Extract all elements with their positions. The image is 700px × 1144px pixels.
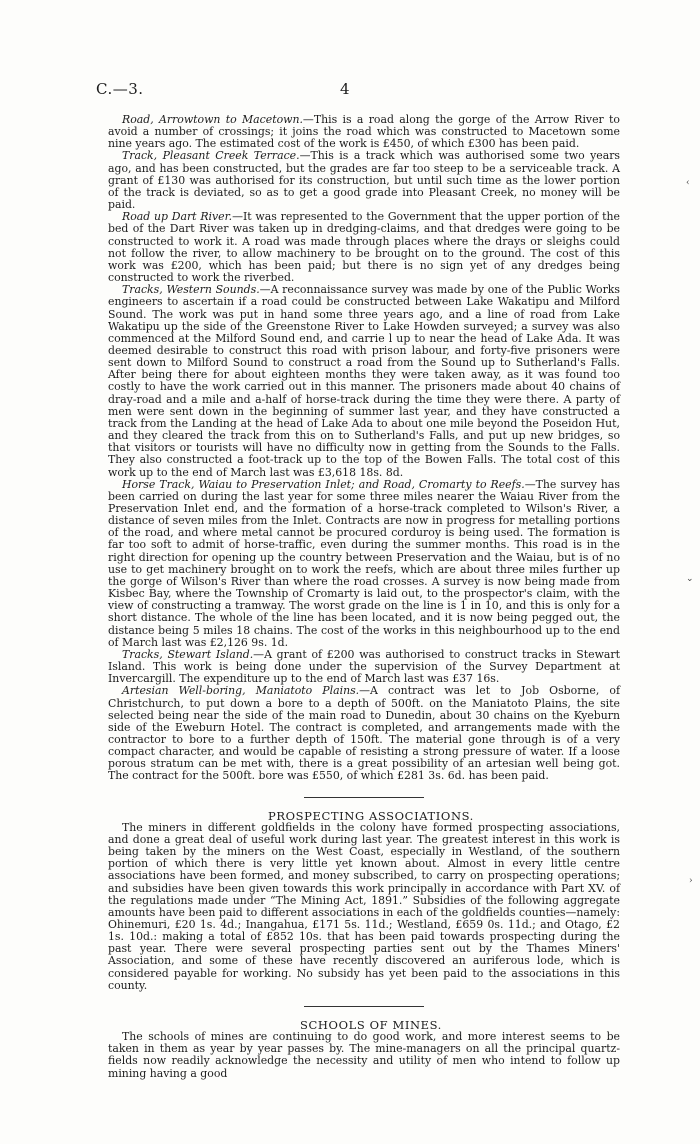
prospecting-paragraph: The miners in different goldfields in the colony have formed prospecting associations, and done a great deal of useful work during last year. The greatest interest in this work is being taken by the miners on the West Coast, especially in Westland, of the southern portion of which there is very little yet known about. Almost in every little centre associations have been formed, and money subscribed, to carry on prospecting operations; and subsidies have been given towards this work principally in accordance with Part XV. of the regulations made under “The Mining Act, 1891.” Subsidies of the following aggregate amounts have been paid to different associations in each of the goldfields counties—namely: Ohinemuri, £20 1s. 4d.; Inangahua, £171 5s. 11d.; Westland, £659 0s. 11d.; and Otago, £2 1s. 10d.: making a total of £852 10s. that has been paid towards prospecting during the past year. There were several prospecting parties sent out by the Thames Miners' Association, and some of these have recently discovered an auriferous lode, which is considered payable for working. No subsidy has yet been paid to the associations in this county.	[108, 820, 620, 992]
paragraph-pleasant-creek	[108, 150, 620, 211]
paragraph-title: Road up Dart River.	[122, 210, 233, 224]
margin-mark-icon: ⌄	[686, 574, 694, 584]
paragraph-title: Tracks, Stewart Island.	[122, 647, 254, 661]
paragraph-title: Tracks, Western Sounds.	[122, 283, 260, 297]
paragraph-title: Road, Arrowtown to Macetown.	[122, 113, 303, 126]
paragraph-waiau	[108, 479, 620, 649]
margin-mark-icon: ‹	[686, 178, 690, 188]
paragraph-title: Horse Track, Waiau to Preservation Inlet; and Road, Cromarty to Reefs.	[122, 477, 525, 491]
paragraph-text: —A grant of £200 was authorised to construct tracks in Stewart Island. This work is being done under the supervision of the Survey Department at Invercargill. The expenditure up to the end of March last was £37 16s.	[108, 647, 620, 686]
paragraph-dart-river	[108, 211, 620, 284]
schools-heading: SCHOOLS OF MINES.	[300, 1017, 442, 1032]
paragraph-text: —The survey has been carried on during the last year for some three miles nearer the Waiau River from the Preservation Inlet end, and the formation of a horse-track completed to Wilson's River, a distance of seven miles from the Inlet. Contracts are now in progress for metalling portions of the road, and where metal cannot be procured corduroy is being used. The formation is far too soft to admit of horse-traffic, even during the summer months. This road is in the right direction for opening up the country between Preservation and the Waiau, but is of no use to get machinery brought on to work the reefs, which are about three miles further up the gorge of Wilson's River than where the road crosses. A survey is now being made from Kisbec Bay, where the Township of Cromarty is laid out, to the prospector's claim, with the view of constructing a tramway. The worst grade on the line is 1 in 10, and this is only for a short distance. The whole of the line has been located, and it is now being pegged out, the distance being 5 miles 18 chains. The cost of the works in this neighbourhood up to the end of March last was £2,126 9s. 1d.	[108, 477, 620, 649]
page-header	[96, 80, 616, 104]
section-divider	[304, 797, 424, 798]
paragraph-title: Track, Pleasant Creek Terrace.	[122, 149, 300, 163]
margin-mark-icon: ›	[689, 876, 693, 886]
paragraph-arrowtown	[108, 114, 620, 150]
paragraph-text: —A contract was let to Job Osborne, of Christchurch, to put down a bore to a depth of 500ft. on the Maniatoto Plains, the site selected being near the side of the main road to Dunedin, about 30 chains on the Kyeburn side of the Eweburn Hotel. The contract is completed, and arrangements made with the contractor to bore to a further depth of 150ft. The material gone through is of a very compact character, and would be capable of resisting a strong pressure of water. If a loose porous stratum can be met with, there is a great possibility of an artesian well being got. The contract for the 500ft. bore was £550, of which £281 3s. 6d. has been paid.	[108, 684, 620, 783]
paragraph-text: —This is a road along the gorge of the Arrow River to avoid a number of crossings; it joins the road which was constructed to Macetown some nine years ago. The estimated cost of the work is £450, of which £300 has been paid.	[108, 113, 620, 151]
paragraph-text: —It was represented to the Government that the upper portion of the bed of the Dart River was taken up in dredging-claims, and that dredges were going to be constructed to work it. A road was made through places where the drays or sleighs could not follow the river, to allow machinery to be brought on to the ground. The cost of this work was £200, which has been paid; but there is no sign yet of any dredges being constructed to work the riverbed.	[108, 210, 620, 285]
paragraph-text: —This is a track which was authorised some two years ago, and has been constructed, but the grades are far too steep to be a serviceable track. A grant of £130 was authorised for its construction, but until such time as the lower portion of the track is deviated, so as to get a good grade into Pleasant Creek, no money will be paid.	[108, 149, 620, 212]
paragraph-stewart-island	[108, 649, 620, 685]
page-number: 4	[340, 80, 350, 98]
schools-paragraph: The schools of mines are continuing to do good work, and more interest seems to be taken in them as year by year passes by. The mine-managers on all the principal quartz-fields now readily acknowledge the necessity and utility of men who intend to follow up mining having a good	[108, 1030, 620, 1080]
prospecting-heading: PROSPECTING ASSOCIATIONS.	[268, 808, 474, 823]
body-text	[108, 114, 620, 1080]
document-reference: C.—3.	[96, 80, 144, 98]
paragraph-western-sounds	[108, 284, 620, 479]
paragraph-title: Artesian Well-boring, Maniatoto Plains.	[122, 684, 360, 698]
section-divider	[304, 1006, 424, 1007]
paragraph-artesian	[108, 685, 620, 782]
paragraph-text: —A reconnaissance survey was made by one of the Public Works engineers to ascertain if a road could be constructed between Lake Wakatipu and Milford Sound. The work was put in hand some three years ago, and a line of road from Lake Wakatipu up the side of the Greenstone River to Lake Howden surveyed; a survey was also commenced at the Milford Sound end, and carrie l up to near the head of Lake Ada. It was deemed desirable to construct this road with prison labour, and forty-five prisoners were sent down to Milford Sound to construct a road from the Sound up to Sutherland's Falls. After being there for about eighteen months they were taken away, as it was found too costly to have the work carried out in this manner. The prisoners made about 40 chains of dray-road and a mile and a-half of horse-track during the time they were there. A party of men were sent down in the beginning of summer last year, and they have constructed a track from the Landing at the head of Lake Ada to about one mile beyond the Poseidon Hut, and they cleared the track from this on to Sutherland's Falls, and put up new bridges, so that visitors or tourists will have no difficulty now in getting from the Sounds to the Falls. They also constructed a foot-track up to the top of the Bowen Falls. The total cost of this work up to the end of March last was £3,618 18s. 8d.	[108, 283, 620, 479]
